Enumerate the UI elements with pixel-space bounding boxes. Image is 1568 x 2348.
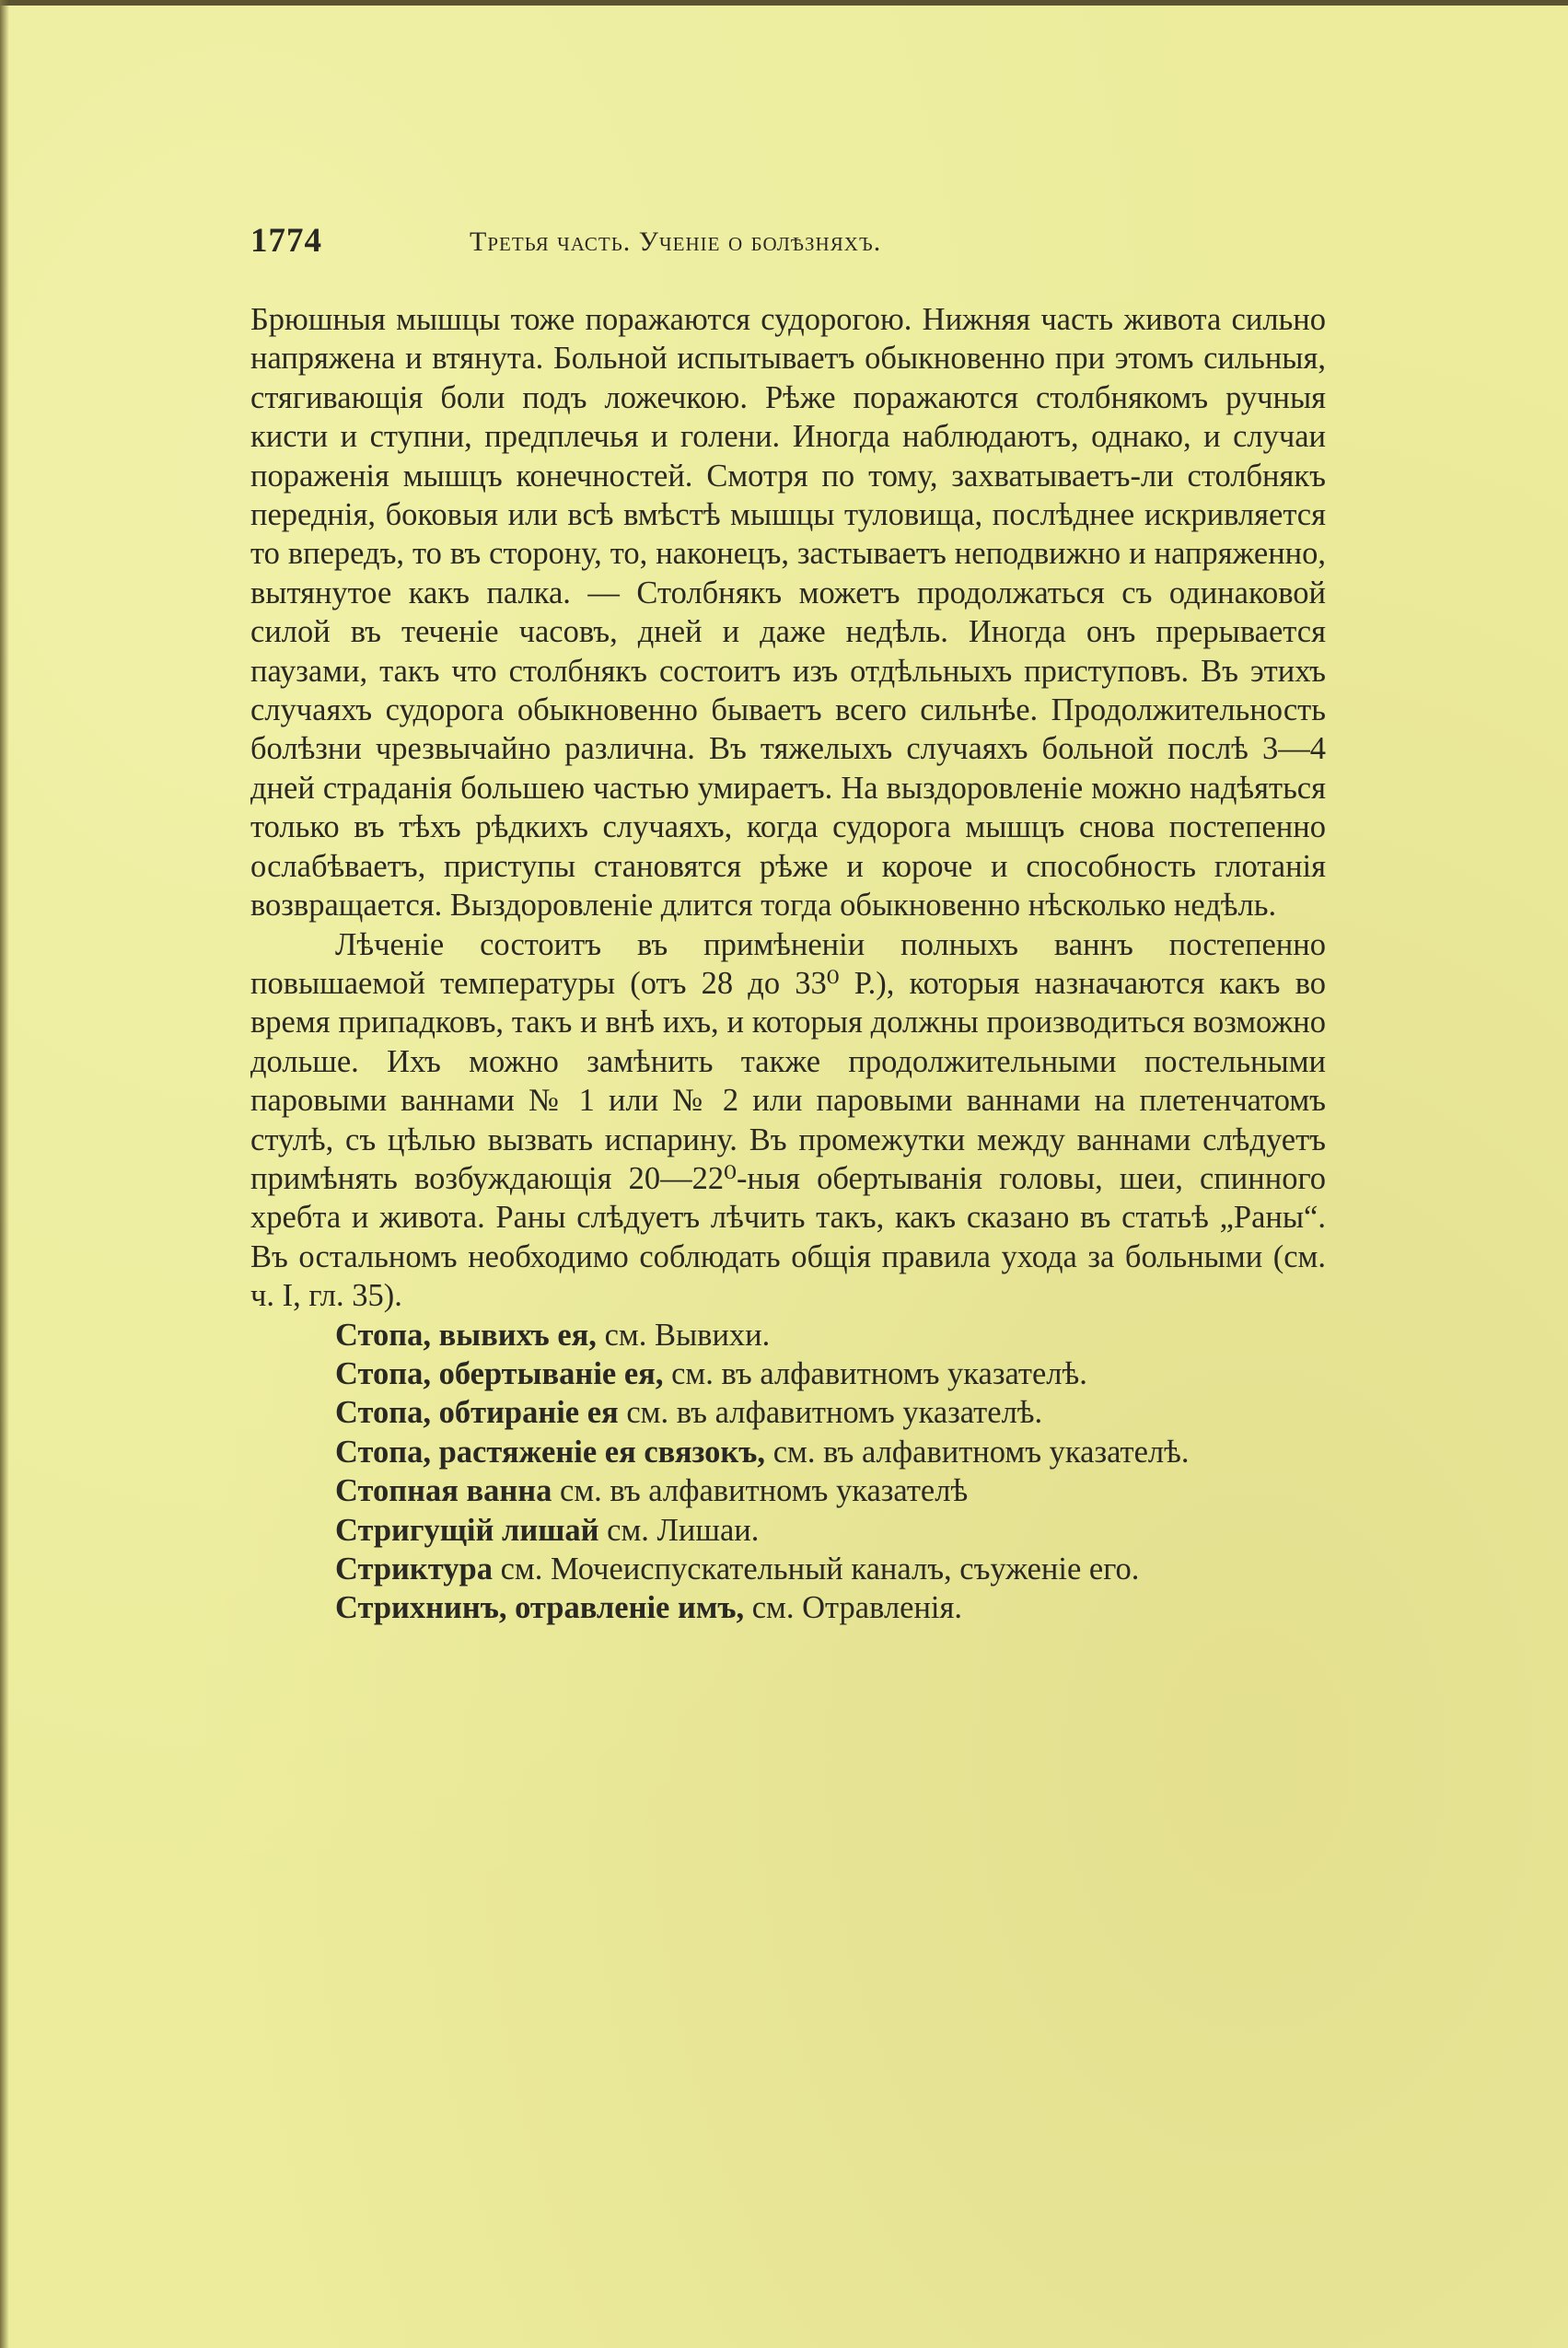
entry-reference: см. Вывихи.	[596, 1317, 771, 1353]
entry-term: Стопа, обтираніе ея	[335, 1395, 619, 1431]
paragraph-treatment: Лѣченіе состоитъ въ примѣненіи полныхъ ваннъ постепенно повышаемой температуры (отъ 28 до 33⁰ Р.), которыя назначаются какъ во время припадковъ, такъ и внѣ ихъ, и которыя должны производиться возможно дольше. Ихъ можно замѣнить также продолжительными постельными паровыми ваннами № 1 или № 2 или паровыми ваннами на плетенчатомъ стулѣ, съ цѣлью вызвать испарину. Въ промежутки между ваннами слѣдуетъ примѣнять возбуждающія 20—22⁰-ныя обертыванія головы, шеи, спинного хребта и живота. Раны слѣдуетъ лѣчить такъ, какъ сказано въ статьѣ „Раны“. Въ остальномъ необходимо соблюдать общія правила ухода за больными (см. ч. I, гл. 35).	[250, 926, 1326, 1314]
entry-term: Стригущій лишай	[335, 1512, 599, 1548]
index-entry	[250, 1550, 1326, 1588]
entry-reference: см. въ алфавитномъ указателѣ.	[618, 1395, 1043, 1431]
entry-term: Стрихнинъ, отравленіе имъ,	[335, 1590, 745, 1626]
body-text	[250, 300, 1326, 1628]
paragraph-tetanus-course: Брюшныя мышцы тоже поражаются судорогою. Нижняя часть живота сильно напряжена и втянута. Больной испытываетъ обыкновенно при этомъ сильныя, стягивающія боли подъ ложечкою. Рѣже поражаются столбнякомъ ручныя кисти и ступни, предплечья и голени. Иногда наблюдаютъ, однако, и случаи пораженія мышцъ конечностей. Смотря по тому, захватываетъ-ли столбнякъ переднія, боковыя или всѣ вмѣстѣ мышцы туловища, послѣднее искривляется то впередъ, то въ сторону, то, наконецъ, застываетъ неподвижно и напряженно, вытянутое какъ палка. — Столбнякъ можетъ продолжаться съ одинаковой силой въ теченіе часовъ, дней и даже недѣль. Иногда онъ прерывается паузами, такъ что столбнякъ состоитъ изъ отдѣльныхъ приступовъ. Въ этихъ случаяхъ судорога обыкновенно бываетъ всего сильнѣе. Продолжительность болѣзни чрезвычайно различна. Въ тяжелыхъ случаяхъ больной послѣ 3—4 дней страданія большею частью умираетъ. На выздоровленіе можно надѣяться только въ тѣхъ рѣдкихъ случаяхъ, когда судорога мышцъ снова постепенно ослабѣваетъ, приступы становятся рѣже и короче и способность глотанія возвращается. Выздоровленіе длится тогда обыкновенно нѣсколько недѣль.	[250, 302, 1326, 924]
page-binding-shadow	[0, 0, 9, 2348]
index-entry	[250, 1354, 1326, 1393]
page-header	[250, 221, 1328, 267]
entry-term: Стопная ванна	[335, 1473, 552, 1509]
entry-reference: см. Лишаи.	[598, 1512, 760, 1548]
entry-reference: см. въ алфавитномъ указателѣ.	[765, 1434, 1190, 1470]
entry-reference: см. въ алфавитномъ указателѣ.	[663, 1355, 1087, 1391]
index-entry	[250, 1511, 1326, 1550]
entry-reference: см. въ алфавитномъ указателѣ	[552, 1473, 969, 1509]
index-entry	[250, 1471, 1326, 1510]
entry-reference: см. Мочеиспускательный каналъ, съуженіе его.	[492, 1552, 1140, 1587]
page-number: 1774	[250, 222, 322, 260]
entry-term: Стопа, обертываніе ея,	[335, 1355, 664, 1391]
entry-reference: см. Отравленія.	[744, 1590, 963, 1626]
index-entry	[250, 1316, 1326, 1354]
entry-term: Стриктура	[335, 1552, 493, 1587]
running-head: Третья часть. Ученіе о болѣзняхъ.	[470, 227, 882, 257]
index-entry	[250, 1433, 1326, 1471]
page-edge	[0, 0, 1568, 6]
index-entry	[250, 1393, 1326, 1432]
entry-term: Стопа, вывихъ ея,	[335, 1317, 597, 1353]
entry-term: Стопа, растяженіе ея связокъ,	[335, 1434, 766, 1470]
index-entry	[250, 1588, 1326, 1627]
